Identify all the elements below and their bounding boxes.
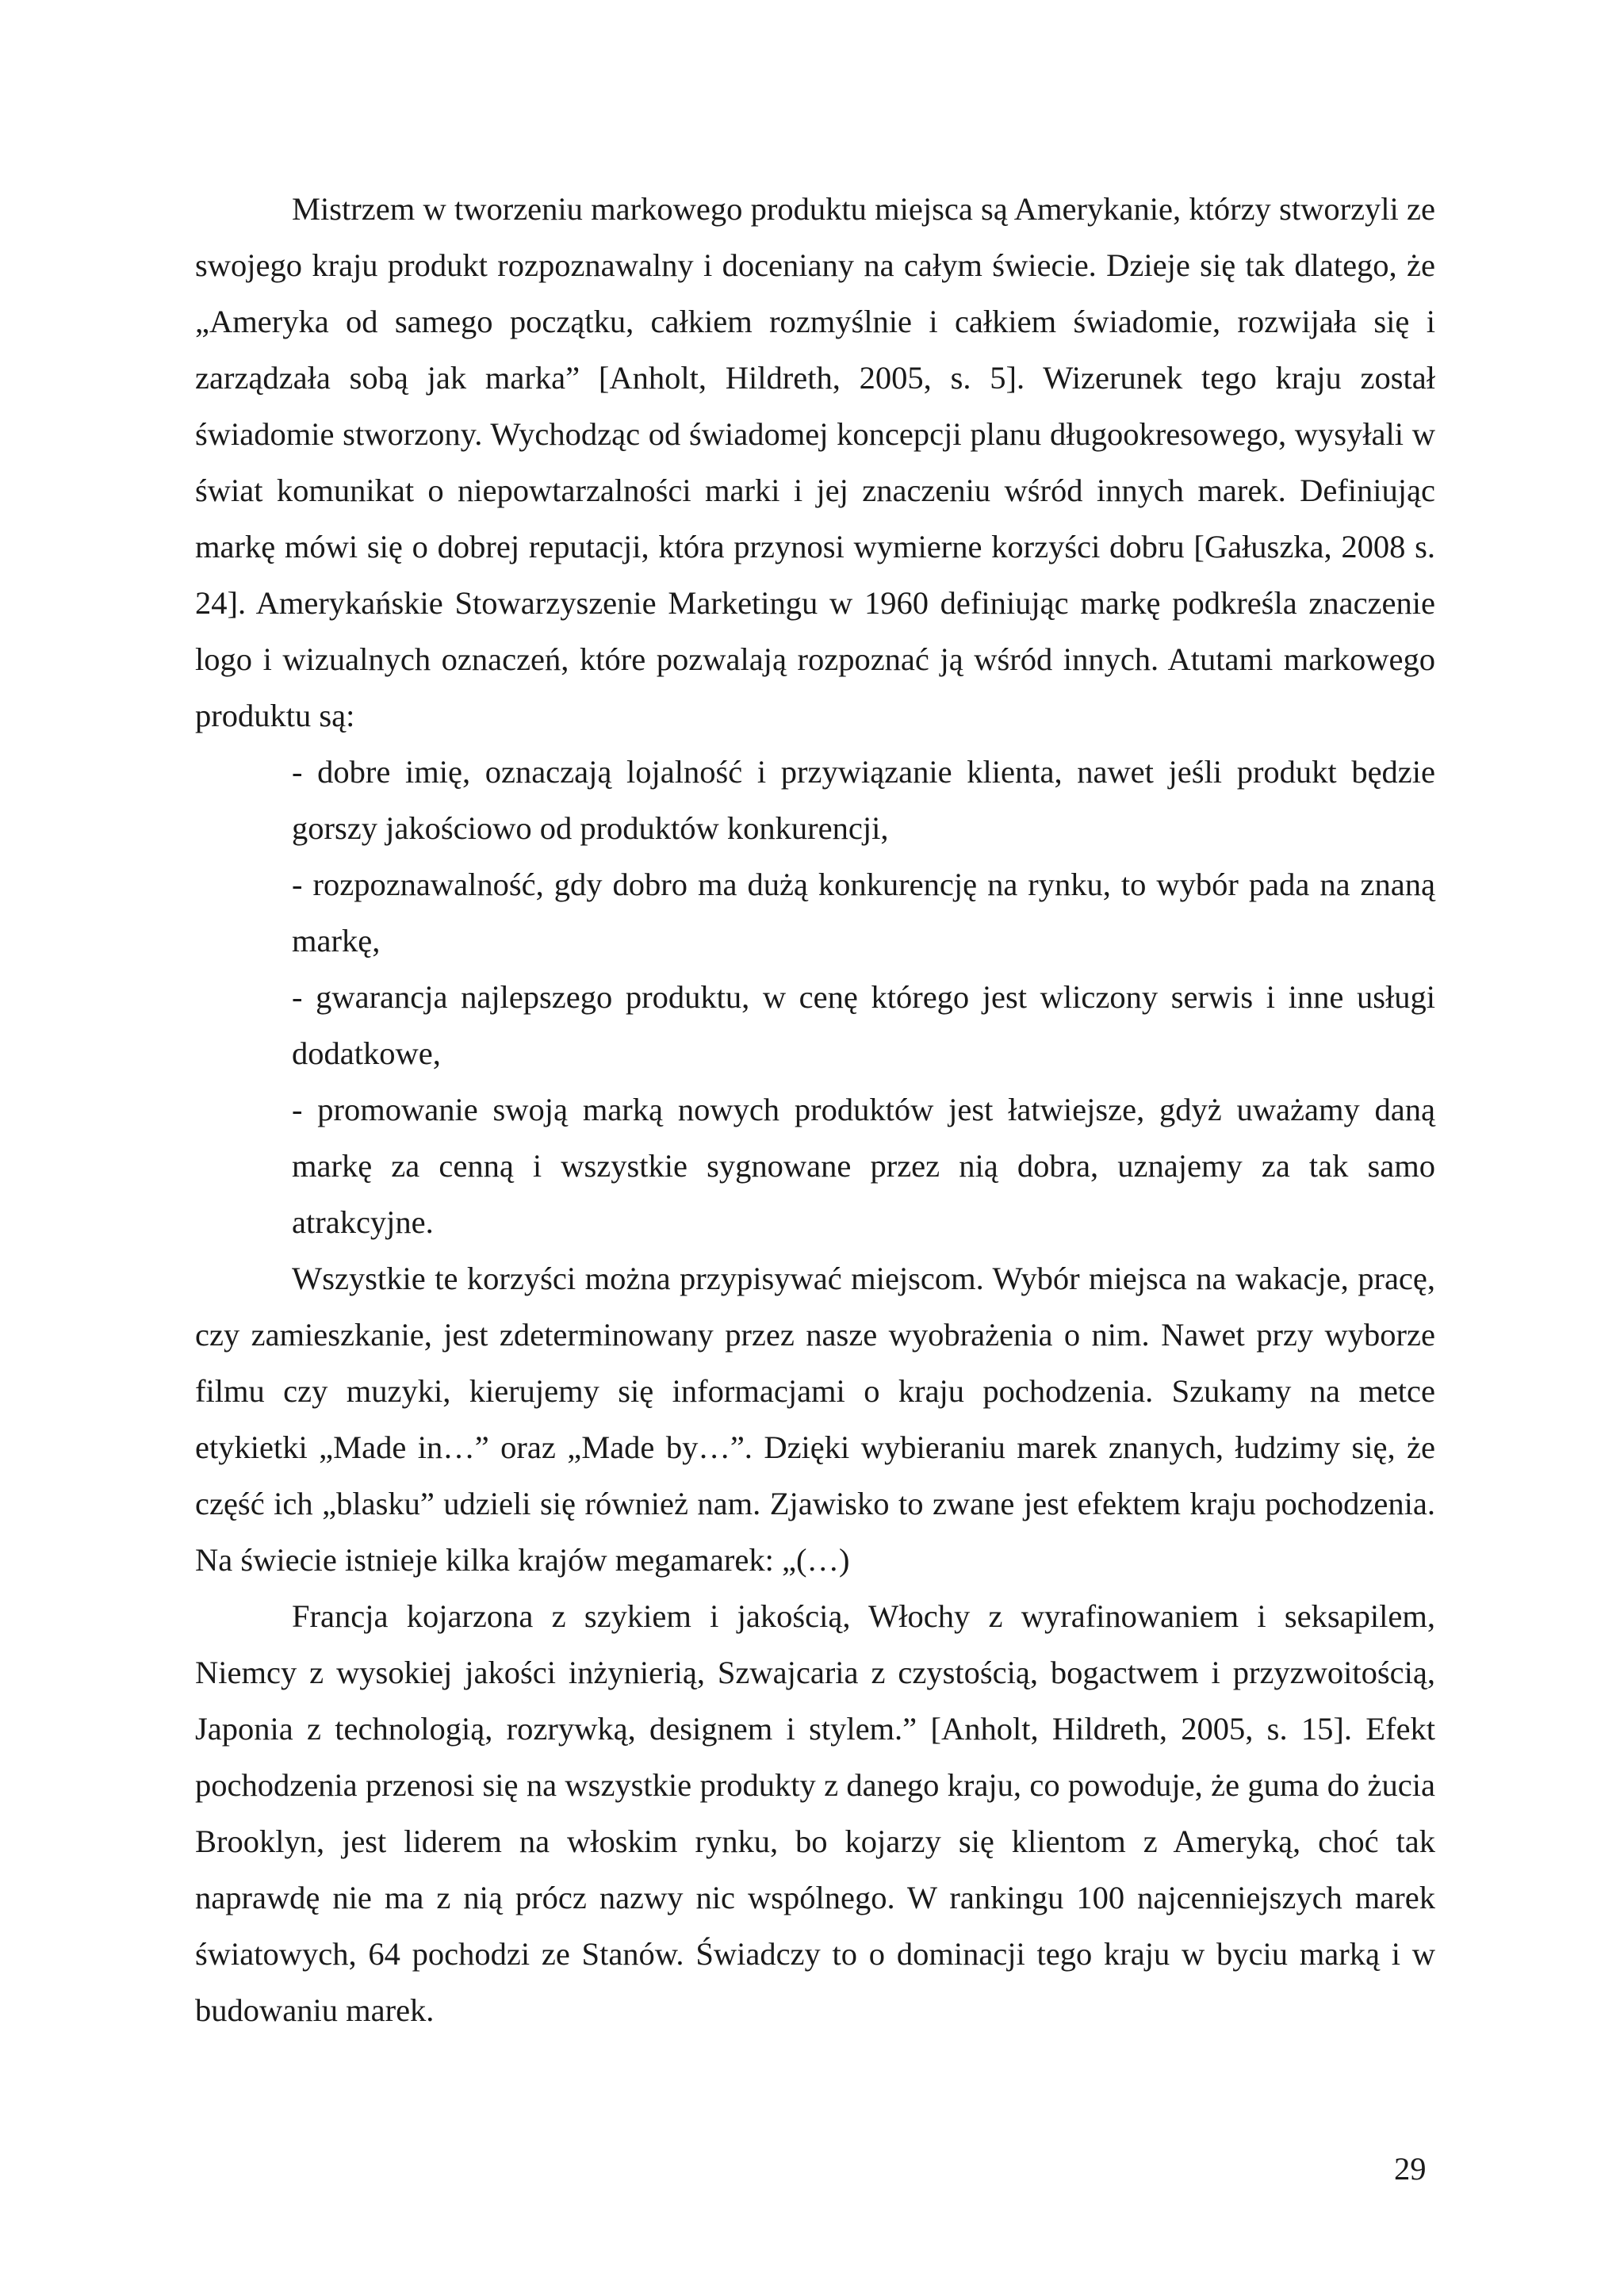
list-item: - gwarancja najlepszego produktu, w cenę którego jest wliczony serwis i inne usługi dodatkowe, xyxy=(292,979,1435,1071)
advantages-list xyxy=(195,744,1435,1250)
page-number: 29 xyxy=(1394,2151,1427,2187)
list-item: - dobre imię, oznaczają lojalność i przywiązanie klienta, nawet jeśli produkt będzie gorszy jakościowo od produktów konkurencji, xyxy=(292,754,1435,846)
paragraph-3: Francja kojarzona z szykiem i jakością, Włochy z wyrafinowaniem i seksapilem, Niemcy z wysokiej jakości inżynierią, Szwajcaria z czystością, bogactwem i przyzwoitością, Japonia z technologią, rozrywką, designem i stylem.” [Anholt, Hildreth, 2005, s. 15]. Efekt pochodzenia przenosi się na wszystkie produkty z danego kraju, co powoduje, że guma do żucia Brooklyn, jest liderem na włoskim rynku, bo kojarzy się klientom z Ameryką, choć tak naprawdę nie ma z nią prócz nazwy nic wspólnego. W rankingu 100 najcenniejszych marek światowych, 64 pochodzi ze Stanów. Świadczy to o dominacji tego kraju w byciu marką i w budowaniu marek. xyxy=(195,1598,1435,2028)
paragraph-1: Mistrzem w tworzeniu markowego produktu miejsca są Amerykanie, którzy stworzyli ze swojego kraju produkt rozpoznawalny i doceniany na całym świecie. Dzieje się tak dlatego, że „Ameryka od samego początku, całkiem rozmyślnie i całkiem świadomie, rozwijała się i zarządzała sobą jak marka” [Anholt, Hildreth, 2005, s. 5]. Wizerunek tego kraju został świadomie stworzony. Wychodząc od świadomej koncepcji planu długookresowego, wysyłali w świat komunikat o niepowtarzalności marki i jej znaczeniu wśród innych marek. Definiując markę mówi się o dobrej reputacji, która przynosi wymierne korzyści dobru [Gałuszka, 2008 s. 24]. Amerykańskie Stowarzyszenie Marketingu w 1960 definiując markę podkreśla znaczenie logo i wizualnych oznaczeń, które pozwalają rozpoznać ją wśród innych. Atutami markowego produktu są: xyxy=(195,191,1435,733)
list-item: - rozpoznawalność, gdy dobro ma dużą konkurencję na rynku, to wybór pada na znaną markę, xyxy=(292,867,1435,959)
paragraph-2: Wszystkie te korzyści można przypisywać miejscom. Wybór miejsca na wakacje, pracę, czy zamieszkanie, jest zdeterminowany przez nasze wyobrażenia o nim. Nawet przy wyborze filmu czy muzyki, kierujemy się informacjami o kraju pochodzenia. Szukamy na metce etykietki „Made in…” oraz „Made by…”. Dzięki wybieraniu marek znanych, łudzimy się, że część ich „blasku” udzieli się również nam. Zjawisko to zwane jest efektem kraju pochodzenia. Na świecie istnieje kilka krajów megamarek: „(…) xyxy=(195,1261,1435,1578)
list-item: - promowanie swoją marką nowych produktów jest łatwiejsze, gdyż uważamy daną markę za cenną i wszystkie sygnowane przez nią dobra, uznajemy za tak samo atrakcyjne. xyxy=(292,1092,1435,1240)
document-page xyxy=(195,181,1435,2038)
